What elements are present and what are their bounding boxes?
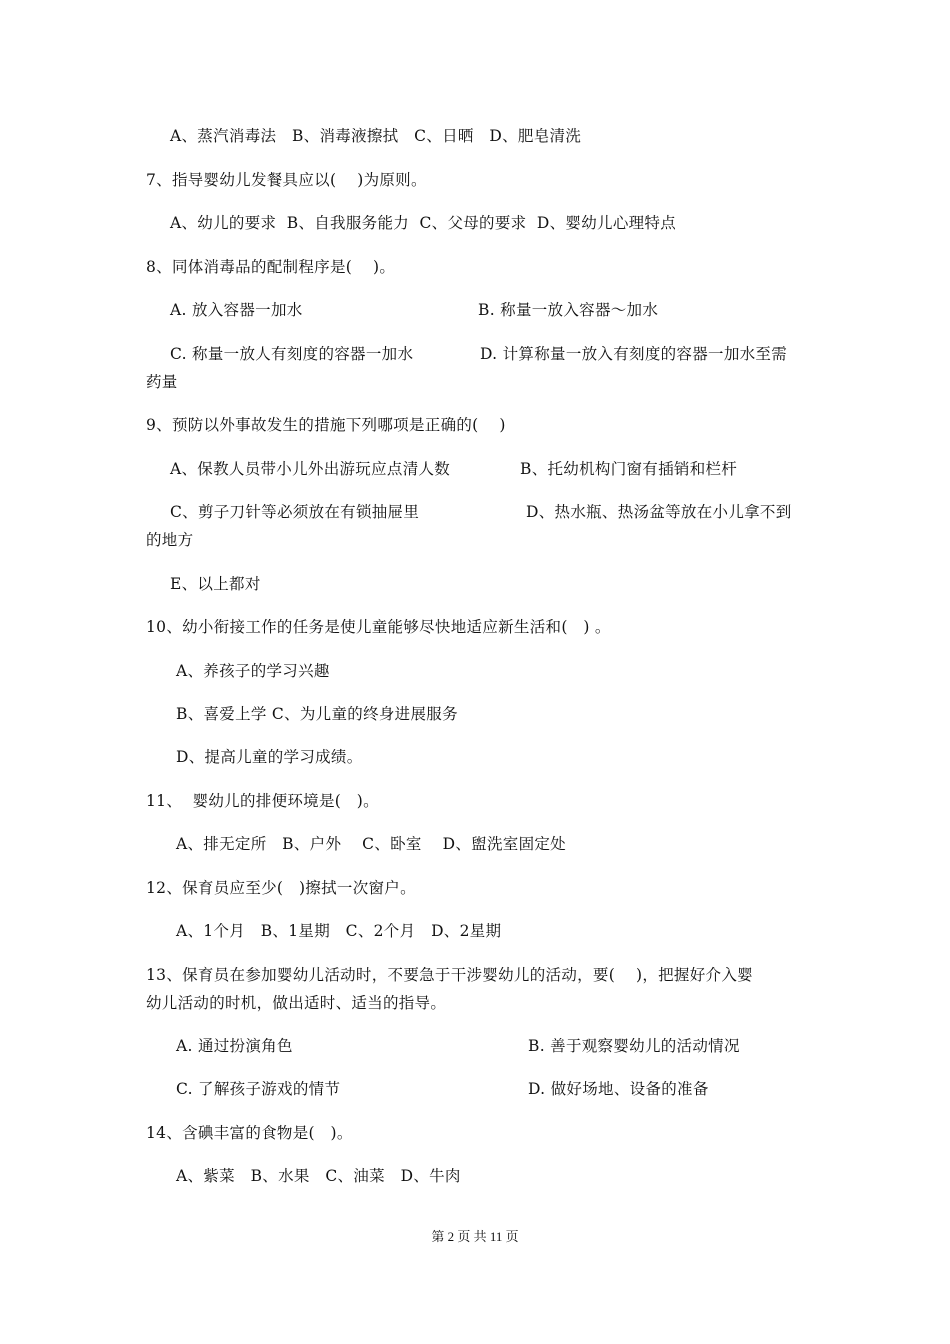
q11-options: A、排无定所 B、户外 C、卧室 D、盥洗室固定处 <box>176 835 566 853</box>
q13-question: 13、保育员在参加婴幼儿活动时，不要急于干涉婴幼儿的活动，要( )，把握好介入婴 <box>146 966 753 984</box>
q8-option-b: B. 称量一放入容器～加水 <box>478 301 659 319</box>
q10-option-d: D、提高儿童的学习成绩。 <box>176 748 363 766</box>
q13-option-d: D. 做好场地、设备的准备 <box>528 1080 709 1098</box>
q11-question: 11、 婴幼儿的排便环境是( )。 <box>146 792 379 810</box>
q9-option-b: B、托幼机构门窗有插销和栏杆 <box>520 460 738 478</box>
q13-option-b: B. 善于观察婴幼儿的活动情况 <box>528 1037 740 1055</box>
page-footer: 第 2 页 共 11 页 <box>431 1229 519 1244</box>
q9-option-c: C、剪子刀针等必须放在有锁抽屉里 <box>170 503 420 521</box>
q13-question-cont: 幼儿活动的时机，做出适时、适当的指导。 <box>146 994 447 1012</box>
q8-option-d-cont: 药量 <box>146 373 178 391</box>
q8-option-a: A. 放入容器一加水 <box>170 301 303 319</box>
q12-options: A、1个月 B、1星期 C、2个月 D、2星期 <box>176 922 502 940</box>
q8-question: 8、同体消毒品的配制程序是( )。 <box>146 258 396 276</box>
q8-option-c: C. 称量一放人有刻度的容器一加水 <box>170 345 414 363</box>
q10-option-a: A、养孩子的学习兴趣 <box>176 662 330 680</box>
q9-option-d: D、热水瓶、热汤盆等放在小儿拿不到 <box>526 503 792 521</box>
q7-options: A、幼儿的要求 B、自我服务能力 C、父母的要求 D、婴幼儿心理特点 <box>170 214 677 232</box>
q9-option-a: A、保教人员带小儿外出游玩应点清人数 <box>170 460 451 478</box>
q9-question: 9、预防以外事故发生的措施下列哪项是正确的( ) <box>146 416 506 434</box>
q6-options: A、蒸汽消毒法 B、消毒液擦拭 C、日晒 D、肥皂清洗 <box>170 127 582 145</box>
q8-option-d: D. 计算称量一放入有刻度的容器一加水至需 <box>480 345 788 363</box>
q14-options: A、紫菜 B、水果 C、油菜 D、牛肉 <box>176 1167 461 1185</box>
q9-option-d-cont: 的地方 <box>146 531 194 549</box>
q7-question: 7、指导婴幼儿发餐具应以( )为原则。 <box>146 171 427 189</box>
q14-question: 14、含碘丰富的食物是( )。 <box>146 1124 353 1142</box>
q13-option-c: C. 了解孩子游戏的情节 <box>176 1080 341 1098</box>
q12-question: 12、保育员应至少( )擦拭一次窗户。 <box>146 879 416 897</box>
q10-option-bc: B、喜爱上学 C、为儿童的终身进展服务 <box>176 705 458 723</box>
q9-option-e: E、以上都对 <box>170 575 261 593</box>
q13-option-a: A. 通过扮演角色 <box>176 1037 293 1055</box>
q10-question: 10、幼小衔接工作的任务是使儿童能够尽快地适应新生活和( ) 。 <box>146 618 611 636</box>
